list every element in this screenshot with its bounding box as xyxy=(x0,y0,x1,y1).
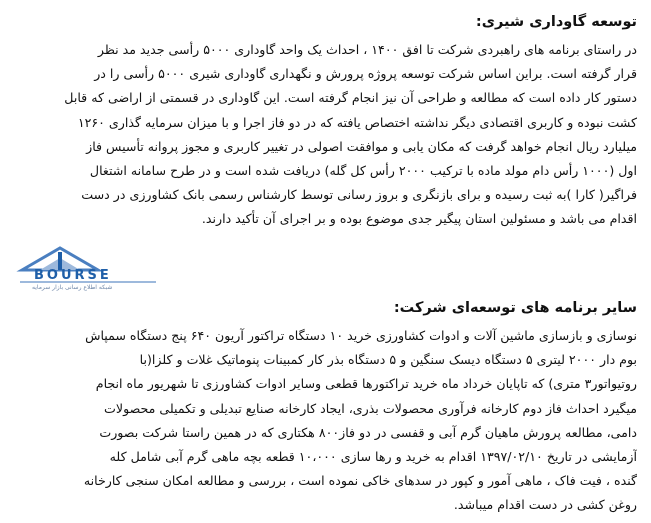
text-line: در راستای برنامه های راهبردی شرکت تا افق ۱۴۰۰ ، احداث یک واحد گاوداری ۵۰۰۰ رأسی جدید مد نظر xyxy=(97,42,637,57)
text-line: دامی، مطالعه پرورش ماهیان گرم آبی و قفسی در دو فاز۸۰۰ هکتاری که در همین راستا شرکت بصورت xyxy=(99,424,637,440)
text-line: میلیارد ریال انجام خواهد گرفت که مکان یابی و موافقت اصولی در تغییر کاربری و مجوز پروانه تأسیس فاز xyxy=(86,138,637,154)
section-heading: توسعه گاوداری شیری: xyxy=(475,14,637,30)
text-line: بوم دار ۲۰۰۰ لیتری ۵ دستگاه دیسک سنگین و ۵ دستگاه بذر کار کمبینات پنوماتیک غلات و کلزا(با xyxy=(139,352,637,368)
text-line: روغن کشی در دست اقدام میباشد. xyxy=(453,497,637,513)
text-line: میگیرد احداث فاز دوم کارخانه فرآوری محصولات بذری، ایجاد کارخانه صنایع تبدیلی و تکمیلی محصولات xyxy=(104,400,637,416)
logo-wordmark: BOURSE xyxy=(34,268,112,283)
section-dairy-farm xyxy=(10,12,637,232)
text-line: قرار گرفته است. براین اساس شرکت توسعه پروژه پرورش و نگهداری گاوداری شیری ۵۰۰۰ رأسی را در xyxy=(94,66,637,82)
text-line: فراگیر( کارا )به ثبت رسیده و برای بازنگری و بروز رسانی توسط کارشناس رسمی بانک کشاورزی در دست xyxy=(81,187,637,203)
text-line: آزمایشی در تاریخ ۱۳۹۷/۰۲/۱۰ اقدام به خرید و رها سازی ۱۰،۰۰۰ قطعه بچه ماهی گرم آبی شامل کله xyxy=(109,449,637,465)
text-line: نوسازی و بازسازی ماشین آلات و ادوات کشاورزی خرید ۱۰ دستگاه تراکتور آریون ۶۴۰ پنج دستگاه سمپاش xyxy=(85,328,637,343)
text-line: کشت نبوده و کاربری اقتصادی دیگر نداشته اختصاص یافته که در دو فاز اجرا و با میزان سرمایه گذاری ۱۲۶۰ xyxy=(77,114,637,130)
text-line: دستور کار داده است که مطالعه و طراحی آن نیز انجام گرفته است. این گاوداری در قسمتی از اراضی که قابل xyxy=(64,90,637,106)
logo-tagline: شبکه اطلاع رسانی بازار سرمایه xyxy=(32,284,113,291)
section-body xyxy=(10,324,637,518)
text-line: اقدام می باشد و مسئولین استان پیگیر جدی موضوع بوده و بر اجرای آن تأکید دارند. xyxy=(201,211,637,227)
bourse-logo-icon xyxy=(12,246,162,296)
text-line: روتیواتور۳ متری) که تاپایان خرداد ماه خرید تراکتورها قطعی وسایر ادوات کشاورزی تا شهریور ماه انجام xyxy=(95,376,637,392)
section-body xyxy=(10,38,637,232)
text-line: اول (۱۰۰۰ رأس دام مولد ماده با ترکیب ۲۰۰۰ رأس کل گله) دریافت شده است و در طرح سامانه اشتغال xyxy=(89,163,637,179)
section-other-plans xyxy=(10,298,637,518)
text-line: گنده ، فیت فاک ، ماهی آمور و کپور در سدهای خاکی نموده است ، بررسی و مطالعه امکان سنجی کارخانه xyxy=(83,473,637,489)
section-heading: سایر برنامه های توسعه‌ای شرکت: xyxy=(393,300,637,316)
